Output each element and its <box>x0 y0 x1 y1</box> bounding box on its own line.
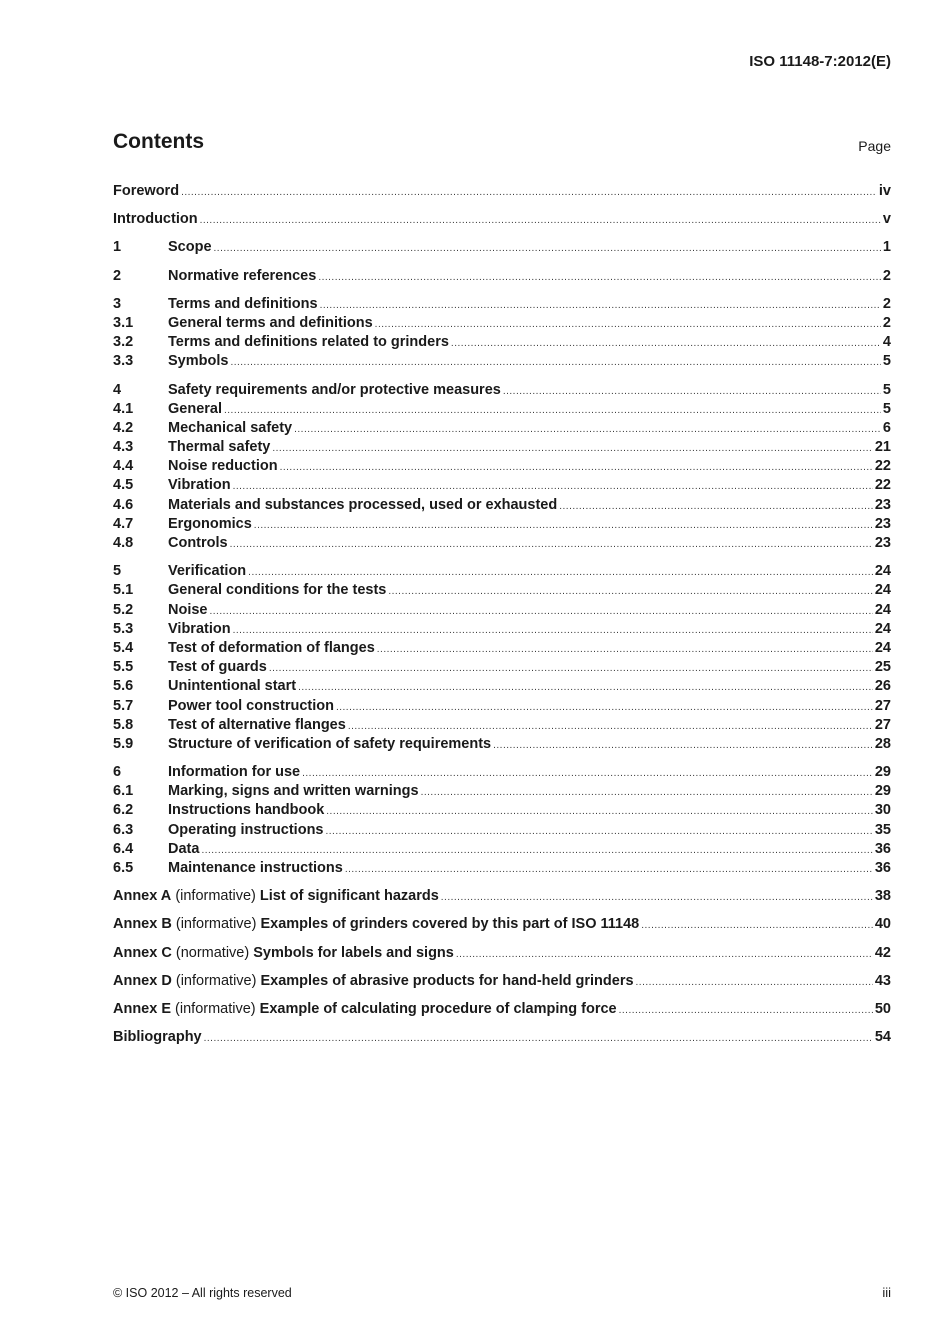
toc-entry-page: 24 <box>874 639 891 656</box>
toc-entry-page: 5 <box>882 400 891 417</box>
toc-entry-number: 3.1 <box>113 314 134 331</box>
toc-entry-title: General <box>168 400 222 417</box>
toc-entry-number: 5.2 <box>113 601 134 618</box>
toc-section-group <box>113 562 891 754</box>
annex-title: Example of calculating procedure of clamping force <box>259 1000 617 1017</box>
toc-dot-leader <box>456 944 873 964</box>
toc-dot-leader <box>272 438 873 458</box>
toc-dot-leader <box>493 735 873 755</box>
toc-entry-page: 22 <box>874 477 891 494</box>
toc-dot-leader <box>345 859 873 879</box>
toc-dot-leader <box>214 238 881 258</box>
toc-entry-page: 24 <box>874 620 891 637</box>
annex-title: Symbols for labels and signs <box>253 944 454 961</box>
annex-type: (informative) <box>175 888 256 905</box>
toc-dot-leader <box>388 581 873 601</box>
toc-section-group <box>113 182 891 201</box>
toc-entry-number: 4.7 <box>113 515 134 532</box>
toc-entry-title: Symbols <box>168 353 229 370</box>
toc-entry[interactable] <box>113 658 891 677</box>
toc-entry-number: 5.7 <box>113 697 134 714</box>
toc-entry-title: Unintentional start <box>168 678 297 695</box>
toc-entry-number: 5.1 <box>113 582 134 599</box>
toc-dot-leader <box>294 419 881 439</box>
toc-entry[interactable] <box>113 381 891 400</box>
toc-entry-page: 36 <box>874 860 891 876</box>
annex-page: 38 <box>874 888 891 905</box>
toc-entry-title: Verification <box>168 563 247 580</box>
annex-title: Examples of grinders covered by this part of ISO 11148 <box>260 916 640 933</box>
toc-entry-title: Maintenance instructions <box>168 860 343 876</box>
toc-entry[interactable] <box>113 601 891 620</box>
toc-entry-page: 6 <box>882 419 891 436</box>
toc-entry-title: Normative references <box>168 267 317 284</box>
toc-dot-leader <box>318 267 881 287</box>
toc-entry-page: 24 <box>874 601 891 618</box>
annex-label: Annex C <box>113 944 172 961</box>
toc-entry[interactable] <box>113 314 891 333</box>
toc-section-group <box>113 238 891 257</box>
toc-dot-leader <box>559 496 873 516</box>
toc-entry-title: General terms and definitions <box>168 314 373 331</box>
toc-entry-page: 27 <box>874 697 891 714</box>
toc-entry[interactable] <box>113 333 891 352</box>
toc-entry-number: 6.2 <box>113 802 134 819</box>
toc-dot-leader <box>201 840 872 860</box>
toc-entry-title: Structure of verification of safety requirements <box>168 735 492 752</box>
footer-copyright: © ISO 2012 – All rights reserved <box>113 1286 292 1300</box>
toc-entry-page: 25 <box>874 659 891 676</box>
toc-entry-page: 35 <box>874 821 891 838</box>
toc-entry[interactable] <box>113 639 891 658</box>
toc-entry-page: 22 <box>874 458 891 475</box>
toc-entry-title: Mechanical safety <box>168 419 293 436</box>
toc-entry-title: Scope <box>168 239 212 256</box>
toc-entry[interactable] <box>113 476 891 495</box>
annex-title: List of significant hazards <box>259 888 439 905</box>
toc-entry-number: 4.6 <box>113 496 134 513</box>
toc-entry-number: 4.4 <box>113 458 134 475</box>
toc-entry-title: Controls <box>168 535 228 551</box>
toc-dot-leader <box>181 182 877 202</box>
toc-entry[interactable] <box>113 210 891 229</box>
toc-entry[interactable] <box>113 782 891 801</box>
annex-page: 40 <box>874 916 891 933</box>
toc-dot-leader <box>375 314 881 334</box>
toc-entry-title: Introduction <box>113 211 198 228</box>
toc-entry-title: Power tool construction <box>168 697 334 714</box>
toc-bibliography-group <box>113 1028 891 1047</box>
annex-type: (informative) <box>175 1000 256 1017</box>
toc-entry[interactable] <box>113 238 891 257</box>
toc-section-group <box>113 295 891 372</box>
toc-entry[interactable] <box>113 496 891 515</box>
toc-entry-title: Ergonomics <box>168 515 252 532</box>
toc-entry-page: 5 <box>882 353 891 370</box>
toc-entry-number: 5.4 <box>113 639 134 656</box>
toc-entry-title: Terms and definitions related to grinders <box>168 334 449 351</box>
toc-annex-group <box>113 972 891 991</box>
toc-entry-number: 6 <box>113 764 122 781</box>
toc-annex-group <box>113 915 891 934</box>
toc-entry-page: v <box>882 211 891 228</box>
annex-page: 50 <box>874 1000 891 1017</box>
toc-entry-number: 4.8 <box>113 535 134 551</box>
toc-dot-leader <box>641 915 873 935</box>
toc-dot-leader <box>503 381 881 401</box>
toc-entry-page: 4 <box>882 334 891 351</box>
toc-entry-page: 27 <box>874 716 891 733</box>
toc-entry-number: 2 <box>113 267 122 284</box>
toc-entry-title: Noise <box>168 601 208 618</box>
toc-entry-page: iv <box>878 183 891 199</box>
toc-entry-number: 5.8 <box>113 716 134 733</box>
toc-annex-entry[interactable] <box>113 944 891 963</box>
annex-label: Annex B <box>113 916 172 933</box>
toc-entry-number: 4.1 <box>113 400 134 417</box>
toc-entry-number: 4 <box>113 381 122 398</box>
toc-entry-number: 3.2 <box>113 334 134 351</box>
toc-entry-number: 3.3 <box>113 353 134 370</box>
toc-entry[interactable] <box>113 267 891 286</box>
annex-type: (informative) <box>175 972 257 989</box>
toc-entry-title: Foreword <box>113 183 180 199</box>
bibliography-page: 54 <box>874 1029 891 1046</box>
toc-entry[interactable] <box>113 716 891 735</box>
toc-entry-page: 30 <box>874 802 891 819</box>
toc-entry[interactable] <box>113 457 891 476</box>
toc-annex-entry[interactable] <box>113 887 891 906</box>
toc-entry-title: Test of deformation of flanges <box>168 639 375 656</box>
toc-entry-page: 24 <box>874 582 891 599</box>
toc-dot-leader <box>254 515 873 535</box>
toc-dot-leader <box>204 1028 873 1048</box>
toc-dot-leader <box>326 821 873 841</box>
toc-entry[interactable] <box>113 697 891 716</box>
document-id: ISO 11148-7:2012(E) <box>749 53 891 70</box>
toc-entry-title: Operating instructions <box>168 821 324 838</box>
contents-title: Contents <box>113 130 204 153</box>
toc-entry-title: Safety requirements and/or protective measures <box>168 381 501 398</box>
toc-entry-number: 5.9 <box>113 735 134 752</box>
toc-entry-title: Thermal safety <box>168 439 271 456</box>
toc-entry[interactable] <box>113 419 891 438</box>
toc-dot-leader <box>269 658 873 678</box>
toc-dot-leader <box>348 716 873 736</box>
toc-entry-page: 2 <box>882 267 891 284</box>
toc-dot-leader <box>248 562 873 582</box>
toc-entry-page: 2 <box>882 314 891 331</box>
toc-entry[interactable] <box>113 400 891 419</box>
toc-entry-title: Instructions handbook <box>168 802 325 819</box>
toc-entry[interactable] <box>113 735 891 754</box>
toc-dot-leader <box>230 352 880 372</box>
footer-page-number: iii <box>882 1285 891 1300</box>
toc-entry[interactable] <box>113 295 891 314</box>
toc-entry-page: 24 <box>874 563 891 580</box>
page-column-label: Page <box>858 138 891 154</box>
toc-entry-title: Marking, signs and written warnings <box>168 783 419 800</box>
annex-type: (normative) <box>175 944 250 961</box>
toc-annex-group <box>113 887 891 906</box>
toc-dot-leader <box>336 697 873 717</box>
toc-entry[interactable] <box>113 801 891 820</box>
toc-entry[interactable] <box>113 581 891 600</box>
toc-entry-number: 4.3 <box>113 439 134 456</box>
toc-entry-title: Vibration <box>168 620 231 637</box>
toc-annex-group <box>113 944 891 963</box>
toc-entry[interactable] <box>113 763 891 782</box>
toc-dot-leader <box>280 457 873 477</box>
toc-section-group <box>113 210 891 229</box>
toc-entry-page: 23 <box>874 515 891 532</box>
toc-entry-title: Information for use <box>168 764 301 781</box>
toc-entry[interactable] <box>113 438 891 457</box>
toc-annex-group <box>113 1000 891 1019</box>
toc-dot-leader <box>326 801 873 821</box>
toc-entry[interactable] <box>113 821 891 840</box>
toc-dot-leader <box>377 639 873 659</box>
toc-entry-page: 21 <box>874 439 891 456</box>
toc-entry[interactable] <box>113 182 891 201</box>
annex-label: Annex E <box>113 1000 172 1017</box>
toc-entry-title: Test of alternative flanges <box>168 716 346 733</box>
toc-entry-page: 1 <box>882 239 891 256</box>
toc-entry-number: 4.2 <box>113 419 134 436</box>
toc-entry-number: 1 <box>113 239 122 256</box>
toc-entry[interactable] <box>113 534 891 553</box>
toc-dot-leader <box>200 210 881 230</box>
toc-bibliography-entry[interactable] <box>113 1028 891 1047</box>
toc-entry-page: 2 <box>882 295 891 312</box>
annex-label: Annex A <box>113 888 172 905</box>
toc-entry-number: 5 <box>113 563 122 580</box>
toc-dot-leader <box>421 782 873 802</box>
toc-entry-page: 5 <box>882 381 891 398</box>
toc-dot-leader <box>451 333 881 353</box>
toc-entry-title: Vibration <box>168 477 231 494</box>
toc-annex-entry[interactable] <box>113 1000 891 1019</box>
toc-entry-title: Data <box>168 840 200 857</box>
toc-dot-leader <box>298 677 873 697</box>
toc-dot-leader <box>636 972 873 992</box>
toc-entry[interactable] <box>113 859 891 878</box>
toc-dot-leader <box>320 295 881 315</box>
toc-entry[interactable] <box>113 677 891 696</box>
table-of-contents <box>113 182 891 1056</box>
toc-entry-page: 29 <box>874 764 891 781</box>
toc-dot-leader <box>233 476 873 496</box>
toc-annex-entry[interactable] <box>113 915 891 934</box>
toc-dot-leader <box>302 763 873 783</box>
toc-entry-number: 5.6 <box>113 678 134 695</box>
toc-section-group <box>113 267 891 286</box>
toc-entry[interactable] <box>113 620 891 639</box>
toc-entry[interactable] <box>113 515 891 534</box>
toc-dot-leader <box>230 534 873 554</box>
toc-entry[interactable] <box>113 562 891 581</box>
toc-entry-number: 3 <box>113 295 122 312</box>
toc-dot-leader <box>619 1000 873 1020</box>
annex-page: 42 <box>874 944 891 961</box>
toc-entry-page: 23 <box>874 496 891 513</box>
toc-entry-page: 29 <box>874 783 891 800</box>
toc-dot-leader <box>224 400 881 420</box>
annex-page: 43 <box>874 972 891 989</box>
toc-entry-number: 5.3 <box>113 620 134 637</box>
toc-entry-title: Terms and definitions <box>168 295 318 312</box>
annex-label: Annex D <box>113 972 172 989</box>
toc-entry-number: 6.3 <box>113 821 134 838</box>
annex-title: Examples of abrasive products for hand-held grinders <box>260 972 634 989</box>
toc-entry-number: 6.4 <box>113 840 134 857</box>
toc-entry-number: 5.5 <box>113 659 134 676</box>
bibliography-title: Bibliography <box>113 1029 202 1046</box>
toc-dot-leader <box>441 887 873 907</box>
toc-dot-leader <box>210 601 873 621</box>
toc-entry-number: 6.1 <box>113 783 134 800</box>
annex-type: (informative) <box>175 916 257 933</box>
toc-section-group <box>113 381 891 554</box>
toc-entry[interactable] <box>113 840 891 859</box>
toc-entry-title: Noise reduction <box>168 458 278 475</box>
toc-entry-title: General conditions for the tests <box>168 582 387 599</box>
toc-entry-number: 6.5 <box>113 860 134 876</box>
toc-entry-title: Test of guards <box>168 659 267 676</box>
toc-entry-page: 23 <box>874 535 891 551</box>
toc-entry-page: 28 <box>874 735 891 752</box>
toc-section-group <box>113 763 891 878</box>
toc-entry-page: 36 <box>874 840 891 857</box>
toc-entry[interactable] <box>113 352 891 371</box>
toc-entry-page: 26 <box>874 678 891 695</box>
toc-entry-title: Materials and substances processed, used or exhausted <box>168 496 558 513</box>
toc-annex-entry[interactable] <box>113 972 891 991</box>
toc-dot-leader <box>233 620 873 640</box>
toc-entry-number: 4.5 <box>113 477 134 494</box>
